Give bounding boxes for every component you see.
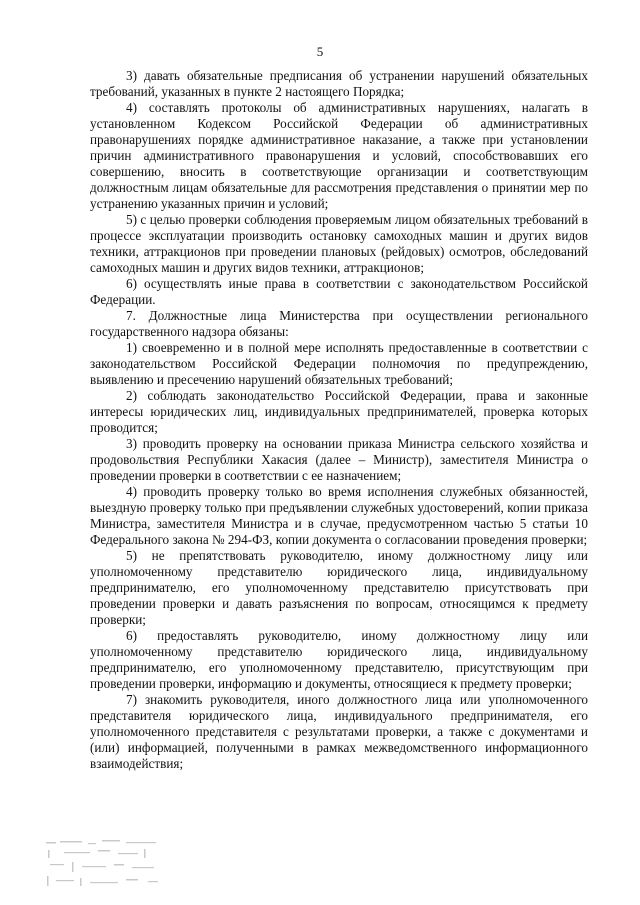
paragraph: 5) не препятствовать руководителю, иному должностному лицу или уполномоченному представителю юридического лица, индивидуальному предпринимателю, его уполномоченному представителю присутствовать при проведении проверки и давать разъяснения по вопросам, относящимся к предмету проверки; <box>90 548 588 627</box>
document-body <box>90 68 588 772</box>
paragraph: 1) своевременно и в полной мере исполнять предоставленные в соответствии с законодательством Российской Федерации полномочия по предупреждению, выявлению и пресечению нарушений обязательных требований; <box>90 340 588 387</box>
paragraph: 2) соблюдать законодательство Российской Федерации, права и законные интересы юридических лиц, индивидуальных предпринимателей, проверка которых проводится; <box>90 388 588 435</box>
paragraph: 5) с целью проверки соблюдения проверяемым лицом обязательных требований в процессе эксплуатации производить остановку самоходных машин и других видов техники, аттракционов при проведении плановых (рейдовых) осмотров, обследований самоходных машин и других видов техники, аттракционов; <box>90 212 588 275</box>
paragraph: 4) проводить проверку только во время исполнения служебных обязанностей, выездную проверку только при предъявлении служебных удостоверений, копии приказа Министра, заместителя Министра и в случае, предусмотренном частью 5 статьи 10 Федерального закона № 294-ФЗ, копии документа о согласовании проведения проверки; <box>90 484 588 547</box>
page-number: 5 <box>316 44 324 59</box>
paragraph: 4) составлять протоколы об административных нарушениях, налагать в установленном Кодексом Российской Федерации об административных правонарушениях порядке административное наказание, а также при установлении причин административного правонарушения и условий, способствовавших его совершению, вносить в соответствующие организации и соответствующим должностным лицам обязательные для рассмотрения представления о принятии мер по устранению указанных причин и условий; <box>90 100 588 211</box>
paragraph: 6) предоставлять руководителю, иному должностному лицу или уполномоченному представителю юридического лица, индивидуальному предпринимателю, его уполномоченному представителю, присутствующим при проведении проверки, информацию и документы, относящиеся к предмету проверки; <box>90 628 588 691</box>
paragraph: 3) проводить проверку на основании приказа Министра сельского хозяйства и продовольствия Республики Хакасия (далее – Министр), заместителя Министра о проведении проверки в соответствии с ее назначением; <box>90 436 588 483</box>
scan-artifact <box>44 838 162 890</box>
paragraph: 7. Должностные лица Министерства при осуществлении регионального государственного надзора обязаны: <box>90 308 588 339</box>
paragraph: 6) осуществлять иные права в соответствии с законодательством Российской Федерации. <box>90 276 588 307</box>
paragraph: 3) давать обязательные предписания об устранении нарушений обязательных требований, указанных в пункте 2 настоящего Порядка; <box>90 68 588 99</box>
paragraph: 7) знакомить руководителя, иного должностного лица или уполномоченного представителя юридического лица, индивидуального предпринимателя, его уполномоченного представителя с результатами проверки, а также с документами и (или) информацией, полученными в рамках межведомственного информационного взаимодействия; <box>90 692 588 771</box>
